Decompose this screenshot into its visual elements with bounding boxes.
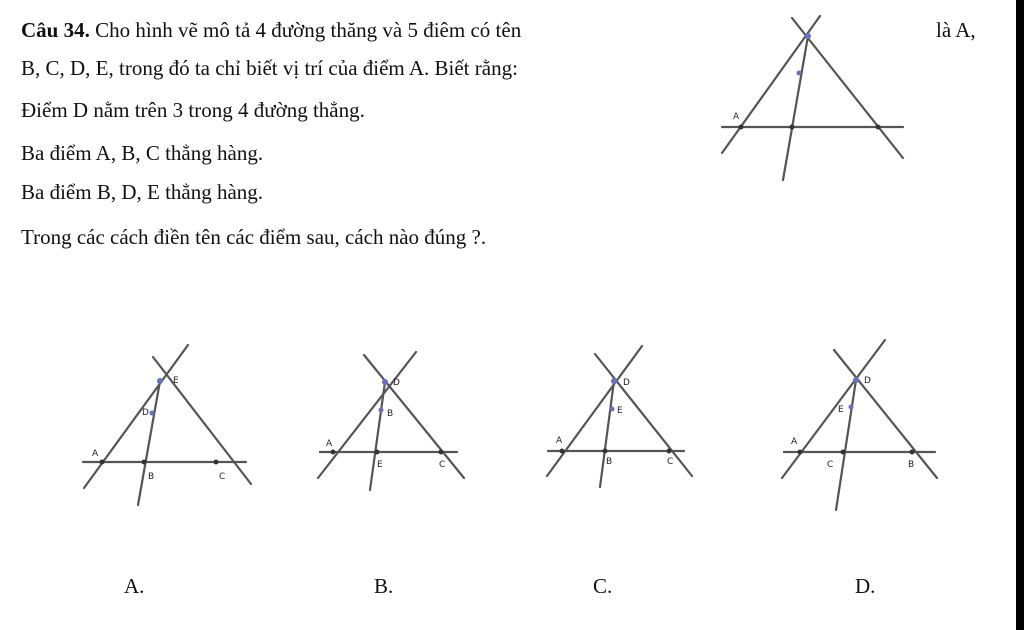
option-b-label-bottom-right: C bbox=[439, 460, 446, 470]
option-a-letter: A. bbox=[124, 574, 145, 598]
question-line-4: Ba điểm A, B, C thẳng hàng. bbox=[21, 141, 264, 165]
option-c-label-bottom-mid: B bbox=[606, 457, 613, 467]
option-d-label-bottom-right: B bbox=[908, 460, 915, 470]
option-a-label-top: E bbox=[173, 376, 179, 386]
question-line-3: Điểm D nằm trên 3 trong 4 đường thẳng. bbox=[21, 98, 365, 122]
option-a-label-bottom-right: C bbox=[219, 472, 226, 482]
option-d-label-left: A bbox=[791, 437, 798, 447]
option-b-letter: B. bbox=[374, 574, 394, 598]
option-c-letter: C. bbox=[593, 574, 613, 598]
main-label-a: A bbox=[733, 112, 740, 122]
question-line-5: Ba điểm B, D, E thẳng hàng. bbox=[21, 180, 264, 204]
option-d-label-mid: E bbox=[838, 405, 844, 415]
question-line-2: B, C, D, E, trong đó ta chỉ biết vị trí của điểm A. Biết rằng: bbox=[21, 56, 518, 80]
question-line-1-end: là A, bbox=[936, 18, 976, 42]
option-d-letter: D. bbox=[855, 574, 876, 598]
option-c-label-left: A bbox=[556, 436, 563, 446]
option-b-label-top: D bbox=[393, 378, 400, 388]
question-line-6: Trong các cách điền tên các điểm sau, cách nào đúng ?. bbox=[21, 225, 487, 249]
option-a-label-mid: D bbox=[142, 408, 149, 418]
option-a-label-left: A bbox=[92, 449, 99, 459]
option-c-label-bottom-right: C bbox=[667, 457, 674, 467]
question-number: Câu 34. bbox=[21, 18, 90, 42]
option-d-label-top: D bbox=[864, 376, 871, 386]
option-c-label-top: D bbox=[623, 378, 630, 388]
option-b-label-bottom-mid: E bbox=[377, 460, 383, 470]
option-c-label-mid: E bbox=[617, 406, 623, 416]
option-d-label-bottom-mid: C bbox=[827, 460, 834, 470]
option-b-label-mid: B bbox=[387, 409, 394, 419]
option-a-label-bottom-mid: B bbox=[148, 472, 155, 482]
question-text-1: Cho hình vẽ mô tả 4 đường thăng và 5 điêm có tên bbox=[95, 18, 522, 42]
option-b-label-left: A bbox=[326, 439, 333, 449]
